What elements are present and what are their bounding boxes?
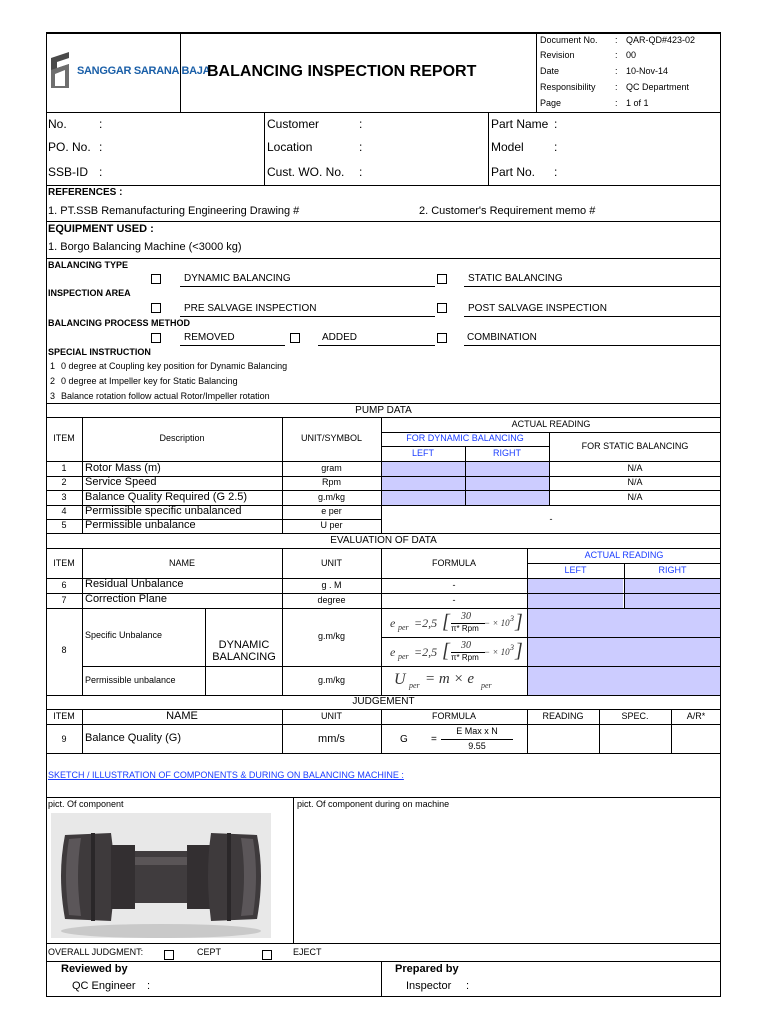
pump-top	[46, 403, 721, 404]
docinfo-value-0: QAR-QD#423-02	[626, 35, 696, 45]
pre-salvage-checkbox[interactable]	[151, 303, 161, 313]
bt-underline-1	[180, 286, 435, 287]
balancing-type-heading: BALANCING TYPE	[48, 260, 129, 270]
pump-row-5-desc: Permissible unbalance	[85, 519, 196, 531]
company-name: SANGGAR SARANA BAJA	[77, 65, 211, 77]
field-partname-label: Part Name	[491, 117, 549, 131]
instruction-num-2: 2	[50, 376, 56, 386]
field-location-label: Location	[267, 140, 313, 154]
f2-rbracket: ]	[515, 640, 523, 662]
reject-checkbox[interactable]	[262, 950, 272, 960]
docinfo-sep-2: :	[615, 66, 618, 76]
eval-col-unit: UNIT	[321, 558, 342, 568]
pump-data-heading: PUMP DATA	[355, 405, 412, 416]
docinfo-label-3: Responsibility	[540, 82, 596, 92]
pump-col-desc: Description	[159, 433, 205, 443]
pm-underline-2	[318, 345, 435, 346]
reference-1: 1. PT.SSB Remanufacturing Engineering Drawing #	[48, 205, 300, 217]
docinfo-sep-0: :	[615, 35, 618, 45]
f1-num: 30	[461, 611, 471, 622]
removed-checkbox[interactable]	[151, 333, 161, 343]
field-no-colon: :	[99, 117, 103, 131]
pump-row-1-static: N/A	[627, 463, 643, 473]
eval-row-6-formula: -	[452, 580, 456, 590]
pump-col-item: ITEM	[53, 433, 75, 443]
pump-heading-bottom	[46, 417, 721, 418]
eval-row-6-unit: g . M	[321, 580, 342, 590]
sketch-top	[46, 797, 721, 798]
f1-per: per	[398, 623, 409, 632]
eval-v-1	[82, 548, 83, 695]
judge-col-spec: SPEC.	[621, 711, 649, 721]
pump-right: RIGHT	[493, 448, 521, 458]
field-custwo-label: Cust. WO. No.	[267, 165, 345, 179]
pump-row-4-static: -	[549, 514, 553, 524]
instruction-text-2: 0 degree at Impeller key for Static Balancing	[61, 376, 238, 386]
judge-row-item: 9	[61, 734, 67, 744]
eval-v-4	[381, 548, 382, 695]
references-bottom	[46, 221, 721, 222]
eval-row-7-formula: -	[452, 595, 456, 605]
sketch-divider	[293, 797, 294, 943]
docinfo-label-2: Date	[540, 66, 560, 76]
f2-lbracket: [	[442, 640, 450, 662]
f2-exp: 3	[510, 643, 514, 652]
judge-heading-bottom	[46, 709, 721, 710]
docinfo-value-4: 1 of 1	[626, 98, 649, 108]
eval-row-8-specific: Specific Unbalance	[85, 630, 163, 640]
eval-actual-reading: ACTUAL READING	[584, 550, 664, 560]
pump-row-1-desc: Rotor Mass (m)	[85, 462, 161, 474]
eval-h-8a	[381, 637, 721, 638]
ia-underline-1	[180, 316, 435, 317]
pict1-label: pict. Of component	[48, 799, 124, 809]
judgement-heading: JUDGEMENT	[352, 696, 415, 707]
pump-row-4-item: 4	[61, 506, 67, 516]
pump-row-1-item: 1	[61, 463, 67, 473]
removed-label: REMOVED	[184, 332, 235, 343]
field-partno-label: Part No.	[491, 165, 536, 179]
equipment-bottom	[46, 258, 721, 259]
process-method-heading: BALANCING PROCESS METHOD	[48, 318, 191, 328]
pump-row-2-static: N/A	[627, 477, 643, 487]
judge-col-item: ITEM	[53, 711, 75, 721]
judge-formula-eq: =	[431, 734, 437, 745]
field-ssb-label: SSB-ID	[48, 165, 89, 179]
judge-formula-num: E Max x N	[456, 726, 498, 736]
inspector-label: Inspector	[406, 980, 452, 992]
judge-col-ar: A/R*	[686, 711, 706, 721]
judge-row-unit: mm/s	[318, 733, 345, 745]
f1-exp: 3	[510, 614, 514, 623]
field-partno-colon: :	[554, 165, 558, 179]
equipment-heading: EQUIPMENT USED :	[48, 223, 154, 235]
judge-col-reading: READING	[542, 711, 584, 721]
docinfo-value-2: 10-Nov-14	[626, 66, 669, 76]
f3-mid: = m × e	[425, 671, 474, 687]
eval-row-7-unit: degree	[317, 595, 346, 605]
reject-label: EJECT	[293, 947, 322, 957]
field-model-label: Model	[491, 140, 524, 154]
judge-h-hdr	[46, 724, 721, 725]
f3-per2: per	[481, 681, 492, 690]
pump-row-2-desc: Service Speed	[85, 476, 157, 488]
field-no-label: No.	[48, 117, 67, 131]
dynamic-balancing-label: DYNAMIC BALANCING	[184, 273, 291, 284]
docinfo-sep-3: :	[615, 82, 618, 92]
pump-for-dynamic: FOR DYNAMIC BALANCING	[406, 433, 524, 443]
signoff-divider	[381, 961, 382, 997]
frame-top-thick	[46, 32, 721, 34]
evaluation-heading: EVALUATION OF DATA	[330, 535, 437, 546]
f1-rbracket: ]	[515, 611, 523, 633]
eval-heading-bottom	[46, 548, 721, 549]
field-partname-colon: :	[554, 117, 558, 131]
logo-divider	[180, 32, 181, 112]
judge-formula-den: 9.55	[468, 741, 486, 751]
field-customer-colon: :	[359, 117, 363, 131]
f2-num: 30	[461, 640, 471, 651]
eval-row-8-dynamic: DYNAMIC BALANCING	[212, 639, 276, 663]
judge-col-unit: UNIT	[321, 711, 342, 721]
fields-bottom	[46, 185, 721, 186]
instruction-text-1: 0 degree at Coupling key position for Dynamic Balancing	[61, 361, 288, 371]
eval-row-6-name: Residual Unbalance	[85, 578, 184, 590]
judge-row-name: Balance Quality (G)	[85, 732, 181, 744]
overall-judgment-label: OVERALL JUDGMENT:	[48, 947, 144, 957]
pump-row-4-desc: Permissible specific unbalanced	[85, 505, 242, 517]
prepared-by-label: Prepared by	[395, 963, 459, 975]
field-ssb-colon: :	[99, 165, 103, 179]
combination-checkbox[interactable]	[437, 333, 447, 343]
docinfo-label-4: Page	[540, 98, 562, 108]
static-balancing-checkbox[interactable]	[437, 274, 447, 284]
added-checkbox[interactable]	[290, 333, 300, 343]
ia-underline-2	[464, 316, 721, 317]
docinfo-label-1: Revision	[540, 50, 575, 60]
qc-engineer-label: QC Engineer	[72, 980, 136, 992]
pump-row-5-unit: U per	[320, 520, 343, 530]
f2-tail: − × 10	[484, 647, 510, 657]
pump-row-1-unit: gram	[321, 463, 342, 473]
pump-row-5-item: 5	[61, 520, 67, 530]
pump-row-2-item: 2	[61, 477, 67, 487]
docinfo-value-3: QC Department	[626, 82, 690, 92]
fields-div-1	[264, 112, 265, 185]
special-instruction-heading: SPECIAL INSTRUCTION	[48, 347, 151, 357]
docinfo-sep-1: :	[615, 50, 618, 60]
pump-dyn-left-fill	[382, 461, 465, 505]
field-custwo-colon: :	[359, 165, 363, 179]
pump-row-3-unit: g.m/kg	[317, 492, 345, 502]
docinfo-value-1: 00	[626, 50, 637, 60]
pm-underline-1	[180, 345, 285, 346]
pump-row-2-unit: Rpm	[321, 477, 341, 487]
sketch-bottom	[46, 943, 721, 944]
pump-left: LEFT	[411, 448, 434, 458]
pump-row-3-static: N/A	[627, 492, 643, 502]
eval-row-8-item: 8	[61, 645, 67, 655]
judge-h-row	[46, 753, 721, 754]
field-po-colon: :	[99, 140, 103, 154]
pump-actual-reading: ACTUAL READING	[511, 419, 591, 429]
pump-dyn-right-fill	[466, 461, 549, 505]
f1-lbracket: [	[442, 611, 450, 633]
overall-bottom	[46, 961, 721, 962]
instruction-num-3: 3	[50, 391, 56, 401]
instruction-text-3: Balance rotation follow actual Rotor/Impeller rotation	[61, 391, 270, 401]
company-logo	[49, 50, 211, 92]
judge-col-formula: FORMULA	[431, 711, 476, 721]
inspection-area-heading: INSPECTION AREA	[48, 288, 131, 298]
eval-row-7-item: 7	[61, 595, 67, 605]
docinfo-label-0: Document No.	[540, 35, 598, 45]
static-balancing-label: STATIC BALANCING	[468, 273, 563, 284]
eval-col-formula: FORMULA	[431, 558, 476, 568]
fields-div-2	[488, 112, 489, 185]
eval-right: RIGHT	[658, 565, 687, 575]
reviewed-by-label: Reviewed by	[61, 963, 128, 975]
pump-row-3-desc: Balance Quality Required (G 2.5)	[85, 491, 248, 503]
eval-h-7	[46, 608, 721, 609]
pump-h-lr	[381, 446, 549, 447]
accept-checkbox[interactable]	[164, 950, 174, 960]
f1-den: π* Rpm	[451, 624, 479, 633]
f3-per: per	[409, 681, 420, 690]
pm-underline-3	[464, 345, 721, 346]
combination-label: COMBINATION	[467, 332, 537, 343]
formula-specific-2	[390, 639, 525, 665]
f1-eq: =2,5	[414, 616, 438, 630]
qc-engineer-colon: :	[147, 980, 151, 992]
judge-col-name: NAME	[166, 710, 198, 722]
field-model-colon: :	[554, 140, 558, 154]
page-title: BALANCING INSPECTION REPORT	[207, 63, 477, 80]
component-photo	[51, 813, 271, 938]
post-salvage-checkbox[interactable]	[437, 303, 447, 313]
references-heading: REFERENCES :	[48, 187, 123, 198]
eval-col-name: NAME	[168, 558, 195, 568]
pump-col-unit: UNIT/SYMBOL	[300, 433, 362, 443]
docinfo-divider	[536, 32, 537, 112]
eval-h-ar	[527, 563, 721, 564]
eval-row-6-item: 6	[61, 580, 67, 590]
judge-formula-g: G	[400, 734, 408, 745]
f2-eq: =2,5	[414, 645, 438, 659]
eval-v-3	[282, 548, 283, 695]
pump-row-3-item: 3	[61, 492, 67, 502]
logo-mark-icon	[49, 50, 75, 90]
inspector-colon: :	[466, 980, 470, 992]
pump-for-static: FOR STATIC BALANCING	[581, 441, 689, 451]
pict2-label: pict. Of component during on machine	[297, 799, 450, 809]
pump-row-4-unit: e per	[321, 506, 342, 516]
f1-e: e	[390, 616, 396, 630]
field-location-colon: :	[359, 140, 363, 154]
bt-underline-2	[464, 286, 721, 287]
eval-left: LEFT	[564, 565, 587, 575]
docinfo-sep-4: :	[615, 98, 618, 108]
post-salvage-label: POST SALVAGE INSPECTION	[468, 303, 607, 314]
eval-row8-fill	[527, 608, 720, 695]
reference-2: 2. Customer's Requirement memo #	[419, 205, 596, 217]
eval-h-8b	[82, 666, 721, 667]
formula-specific-1	[390, 610, 525, 636]
pump-h-r5	[46, 533, 721, 534]
equipment-1: 1. Borgo Balancing Machine (<3000 kg)	[48, 241, 242, 253]
header-bottom	[46, 112, 721, 113]
eval-row-8-unit2: g.m/kg	[317, 675, 345, 685]
added-label: ADDED	[322, 332, 358, 343]
f3-u: U	[394, 671, 406, 688]
eval-col-item: ITEM	[53, 558, 75, 568]
pre-salvage-label: PRE SALVAGE INSPECTION	[184, 303, 317, 314]
f2-den: π* Rpm	[451, 653, 479, 662]
eval-row-8-permissible: Permissible unbalance	[85, 675, 176, 685]
eval-row-8-unit1: g.m/kg	[317, 631, 345, 641]
sketch-heading: SKETCH / ILLUSTRATION OF COMPONENTS & DURING ON BALANCING MACHINE :	[48, 770, 404, 780]
f2-per: per	[398, 652, 409, 661]
eval-row-7-name: Correction Plane	[85, 593, 167, 605]
field-customer-label: Customer	[267, 117, 320, 131]
formula-permissible	[394, 668, 524, 694]
field-po-label: PO. No.	[48, 140, 91, 154]
f1-tail: − × 10	[484, 618, 510, 628]
accept-label: CEPT	[197, 947, 222, 957]
judge-formula-line	[441, 739, 513, 740]
f2-e: e	[390, 645, 396, 659]
instruction-num-1: 1	[50, 361, 56, 371]
dynamic-balancing-checkbox[interactable]	[151, 274, 161, 284]
